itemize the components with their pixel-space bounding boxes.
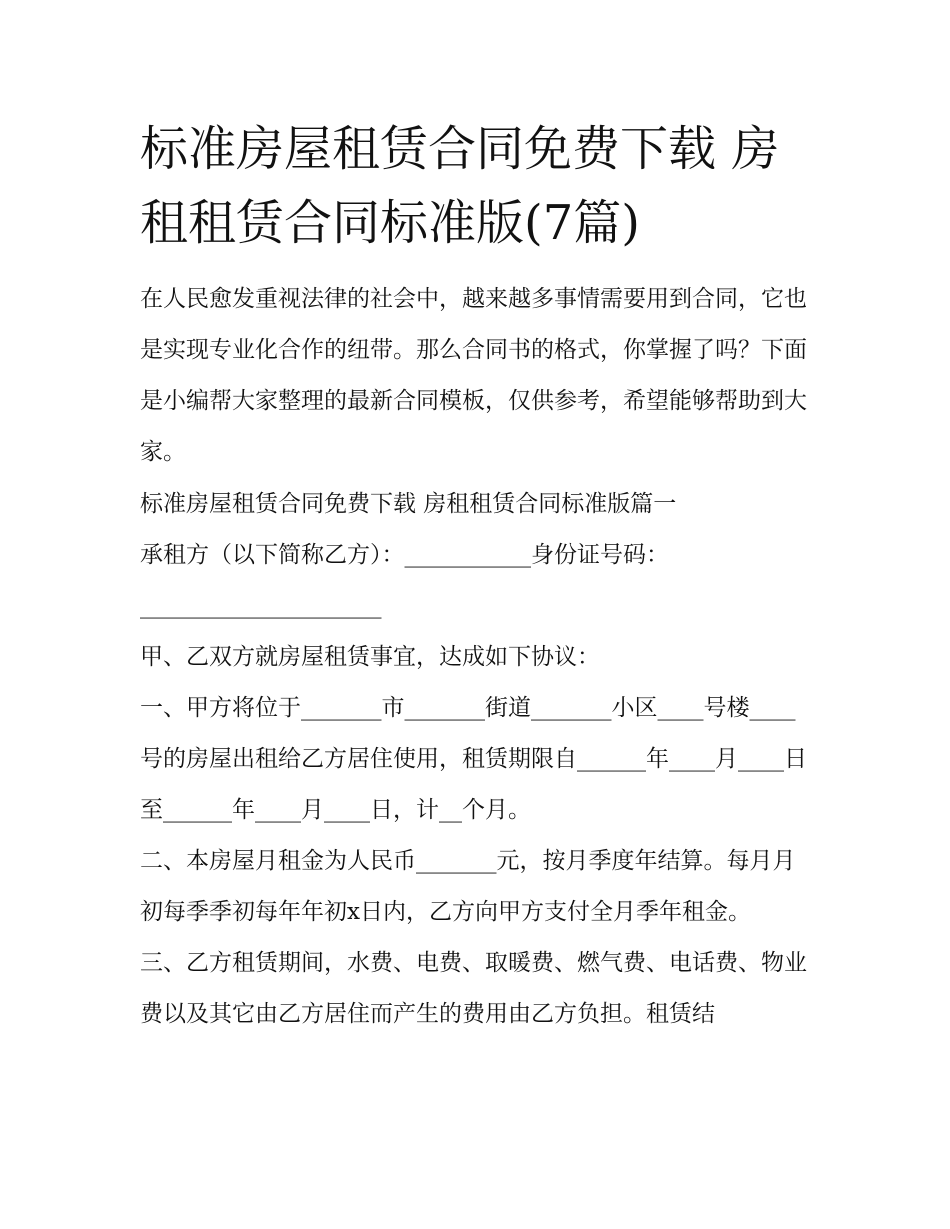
intro-paragraph: 在人民愈发重视法律的社会中，越来越多事情需要用到合同，它也是实现专业化合作的纽带。那么合同书的格式，你掌握了吗？下面是小编帮大家整理的最新合同模板，仅供参考，希望能够帮助到大家。 — [140, 286, 807, 465]
agreement-intro: 甲、乙双方就房屋租赁事宜，达成如下协议： — [140, 644, 600, 670]
clause-1: 一、甲方将位于_______市_______街道_______小区____号楼____号的房屋出租给乙方居住使用，租赁期限自______年____月____日至______年____月____日，计__个月。 — [140, 695, 807, 823]
tenant-line: 承租方（以下简称乙方）：___________身份证号码： — [140, 542, 669, 568]
section-heading: 标准房屋租赁合同免费下载 房租租赁合同标准版篇一 — [140, 491, 677, 517]
document-page — [140, 112, 812, 1040]
clause-2: 二、本房屋月租金为人民币_______元，按月季度年结算。每月月初每季季初每年年初x日内，乙方向甲方支付全月季年租金。 — [140, 848, 796, 925]
document-title: 标准房屋租赁合同免费下载 房租租赁合同标准版(7篇) — [140, 121, 780, 251]
tenant-id-blank: _____________________ — [140, 593, 382, 619]
clause-3: 三、乙方租赁期间，水费、电费、取暖费、燃气费、电话费、物业费以及其它由乙方居住而产生的费用由乙方负担。租赁结 — [140, 950, 807, 1027]
